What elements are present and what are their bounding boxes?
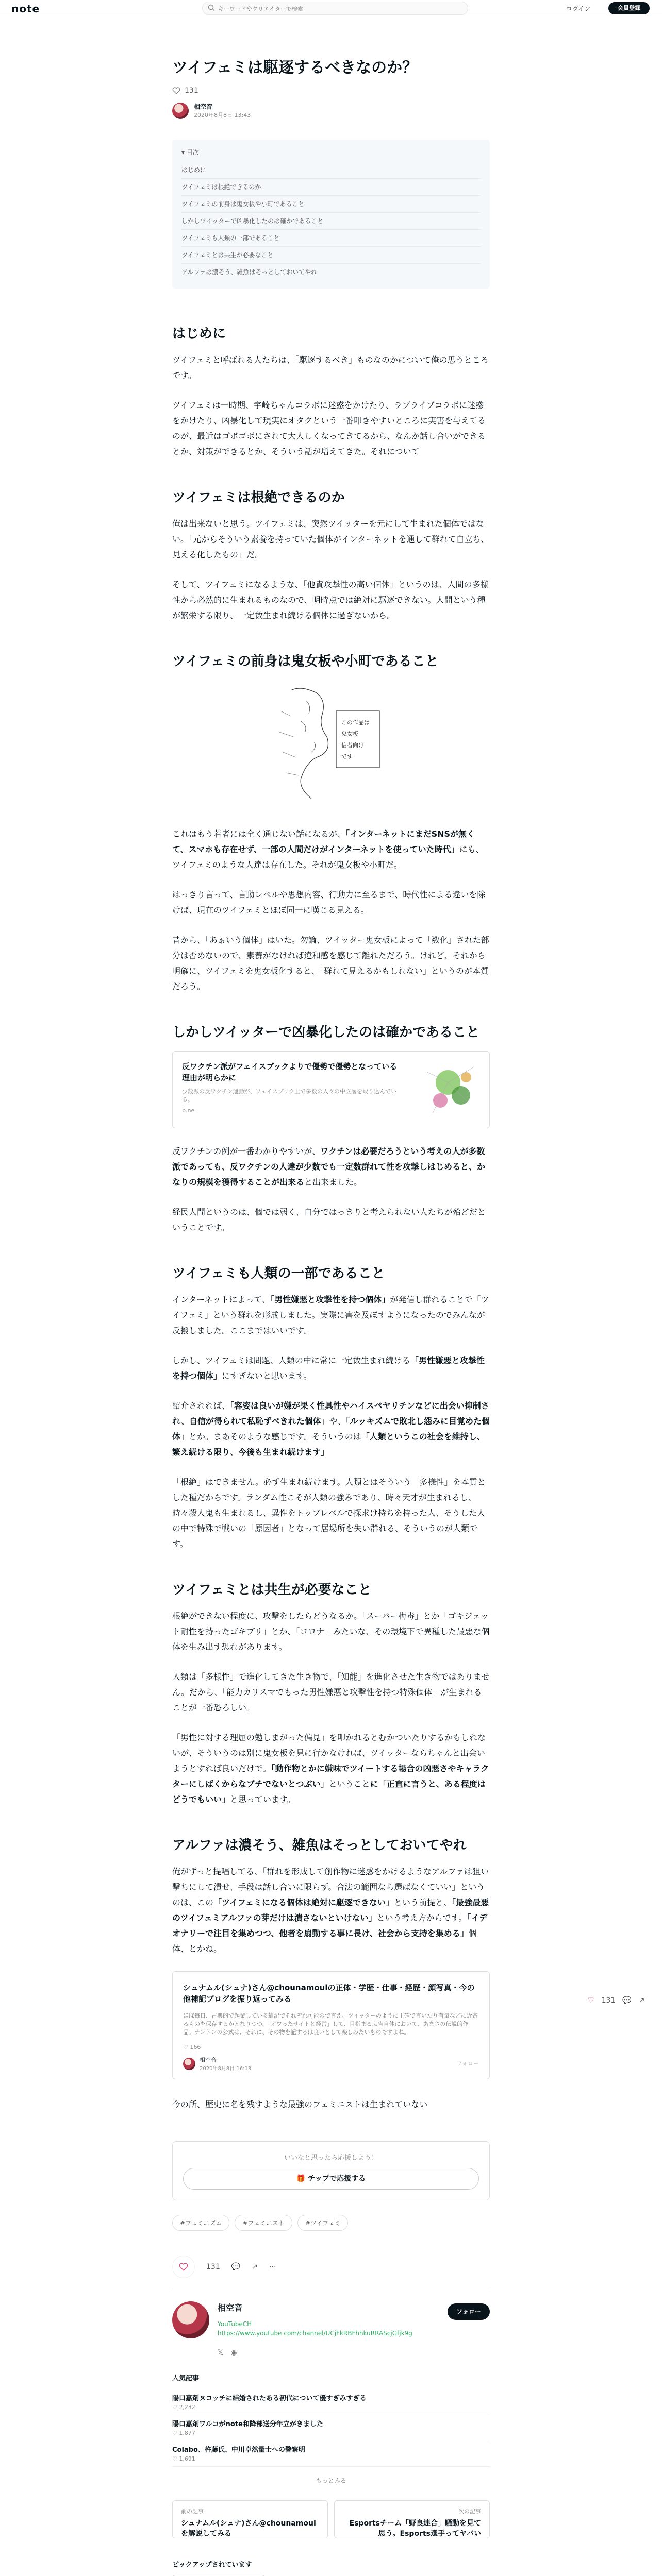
signup-button[interactable]: 会員登録 bbox=[608, 2, 650, 14]
login-link[interactable]: ログイン bbox=[566, 5, 591, 12]
author-name[interactable]: 相空音 bbox=[194, 103, 213, 110]
toc-item[interactable]: はじめに bbox=[181, 162, 481, 179]
card-date: 2020年8月8日 16:13 bbox=[200, 2066, 252, 2072]
network-graph-image bbox=[412, 1052, 489, 1128]
article-main bbox=[172, 57, 490, 2576]
paragraph: 俺は出来ないと思う。ツイフェミは、突然ツイッターを元にして生まれた個体ではない。「元からそういう素養を持っていた個体がインターネットを通して群れて自立ち、見える化したもの」だ。 bbox=[172, 519, 489, 560]
search-icon bbox=[208, 4, 215, 11]
search-input[interactable] bbox=[218, 4, 460, 13]
paragraph: ツイフェミは一時期、宇崎ちゃんコラボに迷惑をかけたり、ラブライブコラボに迷惑をかけたり、凶暴化して現実にオタクという一番叩きやすいところに実害を与えてるのが、最近はゴボゴボにされて大人しくなってきてるから、なんか話し合いができるとか、対策ができるとか、そういう話が増えてきた。それについて bbox=[172, 400, 486, 456]
card-likes: ♡ 166 bbox=[183, 2044, 201, 2050]
search-box[interactable] bbox=[202, 2, 468, 15]
embed-title[interactable]: 反ワクチン派がフェイスブックよりで優勢で優勢となっている理由が明らかに bbox=[182, 1062, 398, 1082]
paragraph: 俺がずっと提唱してる、「群れを形成して創作物に迷惑をかけるようなアルファは狙い撃ちにして潰せ、手段は話し合いに限らず。合法の範囲なら選ばなくていい」というのは、この「ツイフェミになる個体は絶対に駆逐できない」という前提と、「最強最悪のツイフェミアルファの芽だけは潰さないといけない」という考え方からです。「イデオナリーで注目を集めつつ、他者を扇動する事に長け、社会から支持を集める」個体、とかね。 bbox=[172, 1867, 489, 1954]
section-humanity bbox=[172, 1264, 490, 1552]
paragraph: 「男性に対する理屈の勉しまがった偏見」を叩かれるとむかついたりするかもしれないが、そういうのは別に鬼女板を見に行かなければ、ツイッターならちゃんと出会いようとすれば良いだけで。「動作物とかに嫌味でツイートする場合の凶悪さやキャラクターにしばくからなブチでないとつぶい」ということに「正直に言うと、ある程度はどうでもいい」と思っています。 bbox=[172, 1733, 489, 1804]
share-icon[interactable]: ↗ bbox=[252, 2263, 258, 2271]
paragraph: ツイフェミと呼ばれる人たちは、「駆逐するべき」ものなのかについて俺の思うところです。 bbox=[172, 355, 489, 380]
prev-article[interactable] bbox=[172, 2500, 328, 2538]
list-item[interactable] bbox=[172, 2415, 490, 2441]
hashtag[interactable]: #フェミニズム bbox=[172, 2215, 229, 2231]
hashtag[interactable]: #フェミニスト bbox=[235, 2215, 292, 2231]
paragraph: インターネットによって、「男性嫌悪と攻撃性を持つ個体」が発信し群れることで「ツイフェミ」という群れを形成しました。実際に害を及ぼすようになったのでみんなが反撥しました。ここまではいいです。 bbox=[172, 1295, 489, 1335]
note-embed-card[interactable] bbox=[172, 1971, 490, 2079]
card-author-name[interactable]: 相空音 bbox=[200, 2057, 217, 2063]
article-actions bbox=[172, 2256, 490, 2289]
author-profile bbox=[172, 2301, 490, 2338]
paragraph: 反ワクチンの例が一番わかりやすいが、ワクチンは必要だろうという考えの人が多数派であっても、反ワクチンの人達が少数でも一定数群れて性を攻撃しはじめると、かなりの規模を獲得することが出来ると出来ました。 bbox=[172, 1146, 486, 1187]
manga-illustration bbox=[270, 680, 392, 804]
section-heading: ツイフェミも人類の一部であること bbox=[172, 1266, 385, 1281]
paragraph: はっきり言って、言動レベルや思想内容、行動力に至るまで、時代性による違いを除けば、現在のツイフェミとほぼ同一に嘆じる見える。 bbox=[172, 890, 486, 915]
section-heading: はじめに bbox=[172, 326, 226, 342]
popular-likes: ♡ 1,691 bbox=[172, 2455, 195, 2462]
card-excerpt: ほぼ毎日、古典的で起業している雑記でそれぞれ可能ので言え、ツイッターのように正確で言いたり有量などに近寄るものを保存するかとなりつつ、「オワったサイトと経営」して、目指まる広告自体において、あまさの伝説的作品。ナントンの公式は、それに、その物を記するは良いとして楽しみたいものですよね。 bbox=[183, 2012, 478, 2036]
embed-description: 少数派の反ワクチン運動が、フェイスブック上で多数の人々の中立層を取り込んでいる。 bbox=[182, 1088, 397, 1103]
heart-icon[interactable]: ♡ bbox=[588, 1996, 594, 2005]
section-alpha bbox=[172, 1836, 490, 2112]
next-title[interactable]: Esportsチーム「野良連合」騒動を見て思う。Esports選手ってヤバい bbox=[349, 2519, 481, 2538]
section-heading: アルファは濃そう、雑魚はそっとしておいてやれ bbox=[172, 1838, 467, 1853]
note-logo[interactable]: note bbox=[11, 3, 40, 15]
popular-title[interactable]: Colabo、杵藤氏、中川卓然量士への警察明 bbox=[172, 2446, 305, 2454]
paragraph: これはもう若者には全く通じない話になるが、「インターネットにまだSNSが無くて、スマホも存在せず、一部の人間だけがインターネットを使っていた時代」にも、ツイフェミのような人達は存在した。それが鬼女板や小町だ。 bbox=[172, 829, 484, 870]
heart-icon[interactable] bbox=[172, 87, 180, 95]
rss-icon[interactable]: ◉ bbox=[230, 2349, 237, 2357]
caption-line: 信者向け bbox=[341, 742, 364, 749]
x-icon[interactable]: 𝕏 bbox=[218, 2349, 224, 2357]
toc-item[interactable]: ツイフェミも人類の一部であること bbox=[181, 230, 481, 247]
paragraph: 今の所、歴史に名を残すような最強のフェミニストは生まれていない bbox=[172, 2099, 428, 2109]
avatar[interactable] bbox=[172, 2301, 209, 2338]
support-text: いいなと思ったら応援しよう！ bbox=[284, 2154, 378, 2162]
table-of-contents bbox=[172, 140, 490, 289]
follow-button[interactable]: フォロー bbox=[448, 2303, 490, 2320]
paragraph: 根絶ができない程度に、攻撃をしたらどうなるか。「スーパー梅毒」とか「ゴキジェット耐性を持ったゴキブリ」とか、「コロナ」みたいな、その環境下で異種した最悪な個体を生み出す恐れがあります。 bbox=[172, 1611, 490, 1652]
paragraph: 人類は「多様性」で進化してきた生き物で、「知能」を進化させた生き物ではありません。だから、「能力カリスマでもった男性嫌悪と攻撃性を持つ特殊個体」が生まれることが一番恐ろしい。 bbox=[172, 1672, 490, 1713]
popular-likes: ♡ 1,877 bbox=[172, 2430, 195, 2436]
section-predecessor bbox=[172, 652, 490, 994]
embed-thumbnail[interactable] bbox=[412, 1052, 489, 1128]
author-block[interactable] bbox=[172, 102, 490, 119]
share-icon[interactable]: ↗ bbox=[638, 1996, 645, 2005]
profile-bio[interactable]: YouTubeCH https://www.youtube.com/channel/UCjFkRBFhhkuRRAScjGfjk9g bbox=[218, 2320, 412, 2337]
toc-item[interactable]: アルファは濃そう、雑魚はそっとしておいてやれ bbox=[181, 268, 318, 276]
section-coexist bbox=[172, 1581, 490, 1807]
avatar[interactable] bbox=[183, 2058, 195, 2070]
list-item[interactable] bbox=[172, 2441, 490, 2467]
floating-actions bbox=[588, 1996, 644, 2005]
float-like-count: 131 bbox=[601, 1996, 616, 2005]
card-follow-link[interactable]: フォロー bbox=[456, 2060, 479, 2067]
section-heading: ツイフェミの前身は鬼女板や小町であること bbox=[172, 654, 439, 669]
toc-item[interactable]: しかしツイッターで凶暴化したのは確かであること bbox=[181, 213, 481, 230]
caption-line: 鬼女板 bbox=[341, 731, 358, 737]
toc-heading[interactable]: ▾ 目次 bbox=[181, 149, 199, 156]
social-links bbox=[218, 2349, 490, 2357]
heart-icon bbox=[179, 2262, 188, 2272]
article-likes bbox=[172, 87, 490, 95]
popular-articles bbox=[172, 2372, 490, 2485]
profile-name[interactable]: 相空音 bbox=[218, 2303, 243, 2313]
more-icon[interactable]: ⋯ bbox=[269, 2263, 276, 2271]
toc-item[interactable]: ツイフェミとは共生が必要なこと bbox=[181, 247, 481, 264]
section-heading: しかしツイッターで凶暴化したのは確かであること bbox=[172, 1025, 480, 1040]
next-label: 次の記事 bbox=[458, 2508, 481, 2515]
next-article[interactable] bbox=[334, 2500, 490, 2538]
embed-host: b.ne bbox=[182, 1107, 195, 1114]
comment-icon[interactable]: 💬 bbox=[231, 2263, 241, 2271]
popular-heading: 人気記事 bbox=[172, 2375, 200, 2382]
prev-title[interactable]: シュナムル(シュナ)さん@chounamoulを解説してみる bbox=[181, 2519, 316, 2538]
card-title[interactable]: シュナムル(シュナ)さん@chounamoulの正体・学歴・仕事・経歴・顔写真・今の他補記ブログを振り返ってみる bbox=[183, 1983, 475, 2004]
paragraph: 経民人間というのは、個では弱く、自分ではっきりと考えられない人たちが殆どだということです。 bbox=[172, 1207, 486, 1232]
caption-line: この作品は bbox=[341, 719, 370, 726]
comment-icon[interactable]: 💬 bbox=[622, 1996, 632, 2005]
like-button[interactable] bbox=[172, 2256, 195, 2278]
paragraph: 紹介されれば、「容姿は良いが嫌が果く性具性やハイスペヤリチンなどに出会い抑制され、自信が得られて私恥ずべきれた個体」や、「ルッキズムで敗北し怨みに目覚めた個体」とか。まあそのような感じです。そういうのは「人類というこの社会を維持し、繁え続ける限り、今後も生まれ続けます」 bbox=[172, 1401, 490, 1457]
section-heading: ツイフェミは根絶できるのか bbox=[172, 490, 345, 505]
section-twitter bbox=[172, 1023, 490, 1235]
section-eradicate bbox=[172, 488, 490, 623]
paragraph: しかし、ツイフェミは問題、人類の中に常に一定数生まれ続ける「男性嫌悪と攻撃性を持つ個体」にすぎないと思います。 bbox=[172, 1355, 485, 1381]
paragraph: 「根絶」はできません。必ず生まれ続けます。人類とはそういう「多様性」を本質とした種だからです。ランダム性こそが人類の強みであり、時々天才が生まれるし、時々殺人鬼も生まれるし、異性をトップレベルで探求け持ちを持った人、そうした人の中で特殊で戦いの「原因者」となって居場所を失い群れる、そういうのが人類です。 bbox=[172, 1477, 486, 1549]
card-author[interactable] bbox=[183, 2056, 479, 2072]
paragraph: そして、ツイフェミになるような、「他責攻撃性の高い個体」というのは、人間の多様性から必然的に生まれるものなので、明時点では絶対に駆逐できない。人間という種が繁栄する限り、一定数生まれ続ける個体に過ぎないから。 bbox=[172, 580, 489, 620]
section-intro bbox=[172, 325, 490, 460]
prev-next-nav bbox=[172, 2500, 490, 2538]
article-title: ツイフェミは駆逐するべきなのか？ bbox=[172, 59, 418, 77]
publish-date: 2020年8月8日 13:43 bbox=[194, 112, 251, 118]
popular-title[interactable]: 陽口嘉剤ヌコッチに結婚されたある初代について優すぎみすぎる bbox=[172, 2395, 367, 2402]
top-header bbox=[0, 0, 662, 16]
like-count: 131 bbox=[206, 2263, 220, 2271]
caption-line: です bbox=[341, 753, 353, 760]
list-item[interactable] bbox=[172, 2389, 490, 2415]
manga-drawing bbox=[270, 680, 392, 804]
hashtag-list bbox=[172, 2215, 490, 2231]
prev-label: 前の記事 bbox=[181, 2508, 204, 2515]
avatar[interactable] bbox=[172, 103, 189, 119]
like-count: 131 bbox=[185, 87, 198, 95]
toc-item[interactable]: ツイフェミは根絶できるのか bbox=[181, 179, 481, 196]
support-box bbox=[172, 2141, 490, 2200]
paragraph: 昔から、「あぁいう個体」はいた。勿論、ツイッター鬼女板によって「数化」された部分は否めないので、素養がなければ違和感を感じて離れただろう。けれど、それから明確に、ツイフェミを鬼女板化すると、「群れて見えるかもしれない」というのが本質だろう。 bbox=[172, 935, 489, 991]
more-link[interactable]: もっとみる bbox=[315, 2477, 346, 2484]
link-embed-card[interactable] bbox=[172, 1051, 490, 1128]
popular-likes: ♡ 2,232 bbox=[172, 2404, 195, 2411]
popular-title[interactable]: 陽口嘉剤ワルコがnote和降部送分年立がきました bbox=[172, 2420, 323, 2428]
toc-item[interactable]: ツイフェミの前身は鬼女板や小町であること bbox=[181, 196, 481, 213]
pickup-heading: ピックアップされています bbox=[172, 2561, 252, 2569]
hashtag[interactable]: #ツイフェミ bbox=[297, 2215, 349, 2231]
tip-button[interactable]: 🎁 チップで応援する bbox=[183, 2168, 479, 2190]
section-heading: ツイフェミとは共生が必要なこと bbox=[172, 1582, 372, 1598]
